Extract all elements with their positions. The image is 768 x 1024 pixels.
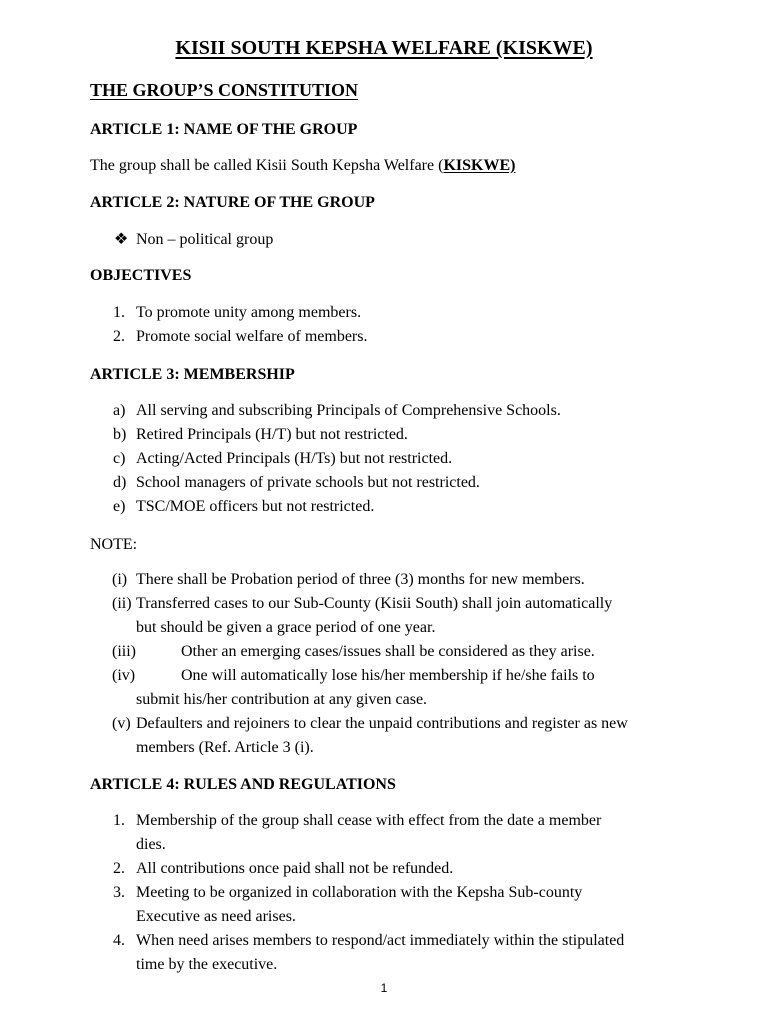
rule-item-line: All contributions once paid shall not be refunded. [136, 860, 454, 877]
membership-item-text: All serving and subscribing Principals of Comprehensive Schools. [136, 402, 561, 419]
constitution-heading: THE GROUP’S CONSTITUTION [90, 80, 359, 100]
rule-item-marker: 1. [113, 812, 125, 829]
article-2-heading: ARTICLE 2: NATURE OF THE GROUP [90, 194, 375, 211]
note-item-marker: (i) [112, 571, 128, 588]
note-item-marker: (ii) [112, 595, 132, 612]
rule-item-line: Executive as need arises. [136, 908, 296, 925]
article-4-heading: ARTICLE 4: RULES AND REGULATIONS [90, 776, 396, 793]
objectives-heading: OBJECTIVES [90, 267, 192, 284]
membership-item-text: School managers of private schools but not restricted. [136, 474, 480, 491]
article-3-heading: ARTICLE 3: MEMBERSHIP [90, 366, 295, 383]
bullet-diamond-icon: ❖ [114, 231, 129, 248]
rule-item-line: Meeting to be organized in collaboration with the Kepsha Sub-county [136, 884, 583, 901]
article-1-heading: ARTICLE 1: NAME OF THE GROUP [90, 121, 358, 138]
rule-item-marker: 2. [113, 860, 125, 877]
note-item-line: Transferred cases to our Sub-County (Kisii South) shall join automatically [136, 595, 613, 612]
rule-item-line: When need arises members to respond/act immediately within the stipulated [136, 932, 625, 949]
note-item-line: submit his/her contribution at any given case. [136, 691, 428, 708]
objective-item-text: To promote unity among members. [136, 304, 362, 321]
article-1-acronym: KISKWE) [443, 157, 516, 174]
note-item-marker: (iv) [112, 667, 136, 684]
membership-item-marker: b) [113, 426, 127, 443]
note-item-line: Defaulters and rejoiners to clear the unpaid contributions and register as new [136, 715, 628, 732]
note-heading: NOTE: [90, 536, 138, 553]
membership-item-marker: c) [113, 450, 126, 467]
membership-item-marker: e) [113, 498, 126, 515]
note-item-line: Other an emerging cases/issues shall be considered as they arise. [181, 643, 595, 660]
article-1-text-prefix: The group shall be called Kisii South Kepsha Welfare ( [90, 157, 444, 174]
article-1-text [90, 154, 515, 178]
membership-item-marker: a) [113, 402, 126, 419]
membership-item-text: Retired Principals (H/T) but not restricted. [136, 426, 408, 443]
rule-item-line: Membership of the group shall cease with effect from the date a member [136, 812, 602, 829]
page-number: 1 [380, 981, 388, 995]
document-title: KISII SOUTH KEPSHA WELFARE (KISKWE) [175, 37, 593, 59]
rule-item-line: time by the executive. [136, 956, 278, 973]
objective-item-text: Promote social welfare of members. [136, 328, 368, 345]
article-2-bullet-text: Non – political group [136, 231, 274, 248]
note-item-line: One will automatically lose his/her membership if he/she fails to [181, 667, 595, 684]
note-item-line: members (Ref. Article 3 (i). [136, 739, 314, 756]
note-item-marker: (v) [112, 715, 131, 732]
note-item-line: There shall be Probation period of three (3) months for new members. [136, 571, 585, 588]
note-item-marker: (iii) [112, 643, 136, 660]
objective-item-marker: 2. [113, 328, 125, 345]
rule-item-marker: 4. [113, 932, 125, 949]
rule-item-marker: 3. [113, 884, 125, 901]
objective-item-marker: 1. [113, 304, 125, 321]
membership-item-text: TSC/MOE officers but not restricted. [136, 498, 375, 515]
membership-item-marker: d) [113, 474, 127, 491]
note-item-line: but should be given a grace period of one year. [136, 619, 436, 636]
membership-item-text: Acting/Acted Principals (H/Ts) but not restricted. [136, 450, 453, 467]
rule-item-line: dies. [136, 836, 166, 853]
